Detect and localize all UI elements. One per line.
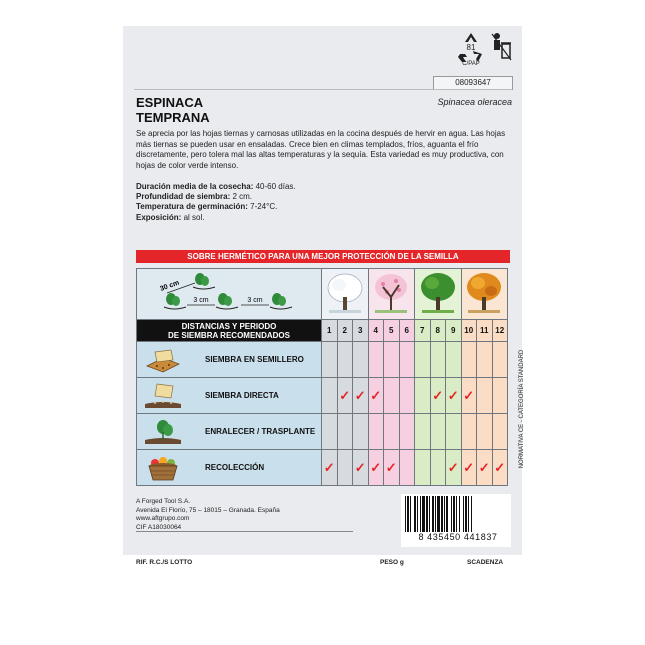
month-cell [399, 450, 415, 486]
winter-tree-icon [322, 269, 369, 320]
month-cell [353, 378, 369, 414]
month-cell [337, 450, 353, 486]
check-mark-icon: ✓ [354, 388, 366, 403]
month-cell [399, 342, 415, 378]
spacing-diagram [137, 269, 322, 320]
activity-label: ENRALECER / TRASPLANTE [205, 427, 316, 436]
product-code: 08093647 [433, 76, 513, 90]
month-header: 6 [399, 320, 415, 342]
month-cell [384, 378, 400, 414]
company-address: A Forged Tool S.A. Avenida El Florío, 75 – 18015 – Granada. España www.aftgrupo.com CIF A18030064 [136, 498, 280, 531]
check-mark-icon: ✓ [370, 460, 382, 475]
month-cell [492, 378, 508, 414]
recycle-icon [455, 30, 487, 66]
title-line-1: ESPINACA [136, 95, 204, 110]
activity-label: SIEMBRA DIRECTA [205, 391, 279, 400]
month-header: 1 [322, 320, 338, 342]
fact-temperature: Temperatura de germinación: 7-24°C. [136, 202, 278, 212]
fact-harvest: Duración media de la cosecha: 40-60 días. [136, 182, 296, 191]
harvest-basket-icon [143, 454, 183, 482]
month-cell [446, 378, 462, 414]
check-mark-icon: ✓ [354, 460, 366, 475]
footer-expiry: SCADENZA [467, 559, 504, 566]
month-cell [492, 342, 508, 378]
activity-row [137, 378, 508, 414]
check-mark-icon: ✓ [432, 388, 444, 403]
check-mark-icon: ✓ [339, 388, 351, 403]
check-mark-icon: ✓ [463, 460, 475, 475]
month-cell [430, 378, 446, 414]
month-cell [337, 414, 353, 450]
divider [136, 531, 353, 532]
month-cell [446, 414, 462, 450]
month-cell [477, 342, 493, 378]
month-cell [353, 414, 369, 450]
product-title [136, 95, 210, 125]
month-cell [461, 450, 477, 486]
month-cell [415, 414, 431, 450]
month-header: 2 [337, 320, 353, 342]
fact-exposure: Exposición: al sol. [136, 212, 205, 222]
check-mark-icon: ✓ [370, 388, 382, 403]
month-header: 8 [430, 320, 446, 342]
seedbed-tray-icon [143, 346, 183, 374]
month-cell [430, 342, 446, 378]
month-cell [461, 414, 477, 450]
month-cell [384, 414, 400, 450]
spinach-plant-icon [270, 293, 292, 309]
barcode-bars [401, 496, 511, 536]
month-cell [492, 414, 508, 450]
month-cell [368, 450, 384, 486]
fact-depth: Profundidad de siembra: 2 cm. [136, 192, 253, 202]
footer-lot: RIF. R.C./S LOTTO [136, 559, 193, 566]
month-header: 10 [461, 320, 477, 342]
activity-label: RECOLECCIÓN [205, 463, 265, 472]
thinning-transplant-icon [143, 418, 183, 446]
spinach-plant-icon [164, 293, 186, 309]
latin-name: Spinacea oleracea [437, 97, 512, 107]
month-cell [368, 342, 384, 378]
month-cell [322, 378, 338, 414]
recycle-material: C/PAP [462, 61, 480, 66]
barcode-number: 8 435450 441837 [407, 532, 509, 542]
recycle-number: 81 [466, 43, 476, 52]
month-cell [430, 414, 446, 450]
month-cell [461, 342, 477, 378]
check-mark-icon: ✓ [385, 460, 397, 475]
month-header: 5 [384, 320, 400, 342]
month-header: 11 [477, 320, 493, 342]
month-cell [446, 450, 462, 486]
month-cell [337, 378, 353, 414]
check-mark-icon: ✓ [323, 460, 335, 475]
divider [134, 89, 512, 90]
month-cell [415, 378, 431, 414]
direct-sowing-icon [143, 382, 183, 410]
description: Se aprecia por las hojas tiernas y carnosas utilizadas en la cocina después de hervir en agua. Las hojas más tiernas se pueden usar en ensaladas. Crece bien en climas templados, fríos, aguanta el frío discretamente, pero tolera mal las altas temperaturas y la sequía. Esta variedad es muy productiva, con hojas de color verde intenso. [136, 129, 506, 170]
autumn-tree-icon [461, 269, 508, 320]
month-cell [322, 414, 338, 450]
month-cell [322, 342, 338, 378]
activity-row [137, 414, 508, 450]
month-cell [477, 414, 493, 450]
month-cell [492, 450, 508, 486]
activity-label-cell [137, 414, 322, 450]
check-mark-icon: ✓ [494, 460, 506, 475]
month-cell [368, 378, 384, 414]
check-mark-icon: ✓ [447, 460, 459, 475]
month-cell [353, 450, 369, 486]
month-cell [446, 342, 462, 378]
sowing-calendar [136, 268, 508, 486]
month-cell [337, 342, 353, 378]
month-cell [384, 342, 400, 378]
trash-bin-icon [490, 32, 512, 62]
check-mark-icon: ✓ [478, 460, 490, 475]
activity-label-cell [137, 342, 322, 378]
summer-tree-icon [415, 269, 462, 320]
check-mark-icon: ✓ [447, 388, 459, 403]
month-cell [415, 450, 431, 486]
plant-spacing-label: 3 cm [193, 297, 209, 304]
month-cell [399, 378, 415, 414]
activity-label: SIEMBRA EN SEMILLERO [205, 355, 304, 364]
month-cell [477, 378, 493, 414]
spinach-plant-icon [193, 273, 215, 289]
month-cell [477, 450, 493, 486]
spring-tree-icon [368, 269, 415, 320]
plant-spacing-label: 3 cm [247, 297, 263, 304]
activity-label-cell [137, 378, 322, 414]
month-cell [368, 414, 384, 450]
spacing-diagram-illustration [137, 269, 321, 317]
month-cell [461, 378, 477, 414]
hermetic-banner: SOBRE HERMÉTICO PARA UNA MEJOR PROTECCIÓN DE LA SEMILLA [136, 250, 510, 263]
month-cell [430, 450, 446, 486]
month-cell [353, 342, 369, 378]
title-line-2: TEMPRANA [136, 110, 210, 125]
month-cell [415, 342, 431, 378]
footer-weight: PESO g [380, 559, 404, 566]
normativa-side-label: NORMATIVA CE - CATEGORÍA STANDARD [519, 349, 525, 469]
row-spacing-label: 30 cm [159, 279, 181, 293]
check-mark-icon: ✓ [463, 388, 475, 403]
spinach-plant-icon [216, 293, 238, 309]
table-header: DISTANCIAS Y PERIODO DE SIEMBRA RECOMENDADOS [137, 320, 322, 342]
month-header: 3 [353, 320, 369, 342]
month-header: 4 [368, 320, 384, 342]
activity-row [137, 342, 508, 378]
facts-list [136, 182, 436, 223]
month-cell [322, 450, 338, 486]
month-header: 9 [446, 320, 462, 342]
month-cell [399, 414, 415, 450]
month-header: 12 [492, 320, 508, 342]
month-header: 7 [415, 320, 431, 342]
activity-row [137, 450, 508, 486]
month-cell [384, 450, 400, 486]
activity-label-cell [137, 450, 322, 486]
